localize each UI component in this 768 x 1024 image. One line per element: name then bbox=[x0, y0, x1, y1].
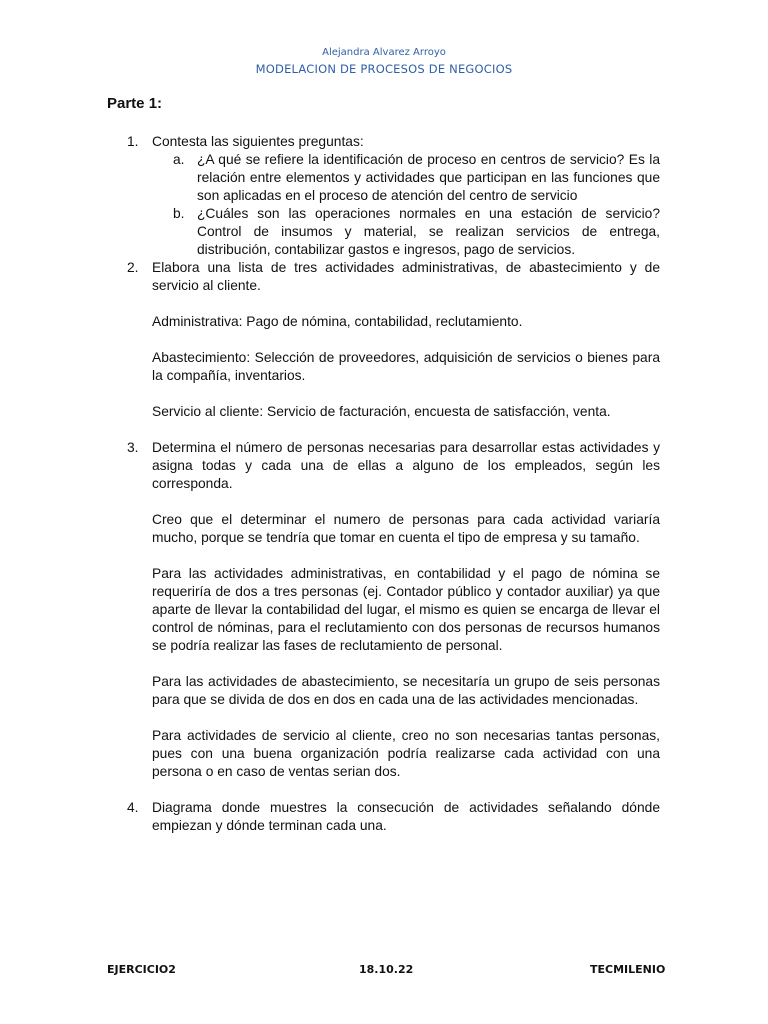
question-number: 2. bbox=[127, 260, 139, 275]
page-header bbox=[0, 46, 768, 77]
question-text: Elabora una lista de tres actividades administrativas, de abastecimiento y de servicio al cliente. bbox=[152, 260, 660, 293]
footer-date: 18.10.22 bbox=[359, 963, 414, 976]
question-body bbox=[152, 133, 660, 151]
question-text: Contesta las siguientes preguntas: bbox=[152, 134, 364, 149]
part-heading: Parte 1: bbox=[107, 95, 163, 112]
answer-paragraph: Para actividades de servicio al cliente, creo no son necesarias tantas personas, pues con una buena organización podría realizarse cada actividad con una persona o en caso de ventas serian dos. bbox=[152, 728, 660, 779]
question-1 bbox=[127, 133, 660, 151]
footer-exercise: EJERCICIO2 bbox=[107, 963, 176, 976]
sub-question-list bbox=[148, 151, 660, 259]
question-number: 4. bbox=[127, 800, 139, 815]
footer-institution: TECMILENIO bbox=[590, 963, 666, 976]
sub-question-text: ¿A qué se refiere la identificación de proceso en centros de servicio? Es la relación entre elementos y actividades que participan en las funciones que son aplicadas en el proceso de atención del centro de servicio bbox=[197, 152, 660, 203]
answer-paragraph: Administrativa: Pago de nómina, contabilidad, reclutamiento. bbox=[152, 314, 523, 329]
question-text: Diagrama donde muestres la consecución de actividades señalando dónde empiezan y dónde terminan cada una. bbox=[152, 800, 660, 833]
sub-question-a bbox=[173, 151, 660, 205]
question-4 bbox=[127, 799, 660, 835]
question-3 bbox=[127, 439, 660, 781]
sub-question-letter: a. bbox=[173, 152, 185, 167]
answer-paragraph: Para las actividades administrativas, en contabilidad y el pago de nómina se requeriría de dos a tres personas (ej. Contador público y contador auxiliar) ya que aparte de llevar la contabilidad del lugar, el mismo es quien se encarga de llevar el control de nóminas, para el reclutamiento con dos personas de recursos humanos se podría realizar las fases de reclutamiento de personal. bbox=[152, 566, 660, 653]
question-text: Determina el número de personas necesarias para desarrollar estas actividades y asigna todas y cada una de ellas a alguno de los empleados, según les corresponda. bbox=[152, 440, 660, 491]
question-body bbox=[152, 259, 660, 421]
question-body bbox=[152, 799, 660, 835]
author-name: Alejandra Alvarez Arroyo bbox=[322, 47, 446, 58]
answer-paragraph: Creo que el determinar el numero de personas para cada actividad variaría mucho, porque se tendría que tomar en cuenta el tipo de empresa y su tamaño. bbox=[152, 512, 660, 545]
sub-question-text: ¿Cuáles son las operaciones normales en una estación de servicio? Control de insumos y material, se realizan servicios de entrega, distribución, contabilizar gastos e ingresos, pago de servicios. bbox=[197, 206, 660, 257]
sub-question-letter: b. bbox=[173, 206, 185, 221]
document-title: MODELACION DE PROCESOS DE NEGOCIOS bbox=[255, 62, 513, 76]
answer-paragraph: Para las actividades de abastecimiento, se necesitaría un grupo de seis personas para que se divida de dos en dos en cada una de las actividades mencionadas. bbox=[152, 674, 660, 707]
answer-paragraph: Servicio al cliente: Servicio de facturación, encuesta de satisfacción, venta. bbox=[152, 404, 611, 419]
question-number: 1. bbox=[127, 134, 139, 149]
question-number: 3. bbox=[127, 440, 139, 455]
document-body bbox=[127, 133, 660, 835]
question-body bbox=[152, 439, 660, 781]
answer-paragraph: Abastecimiento: Selección de proveedores, adquisición de servicios o bienes para la compañía, inventarios. bbox=[152, 350, 660, 383]
sub-question-b bbox=[173, 205, 660, 259]
question-2 bbox=[127, 259, 660, 421]
